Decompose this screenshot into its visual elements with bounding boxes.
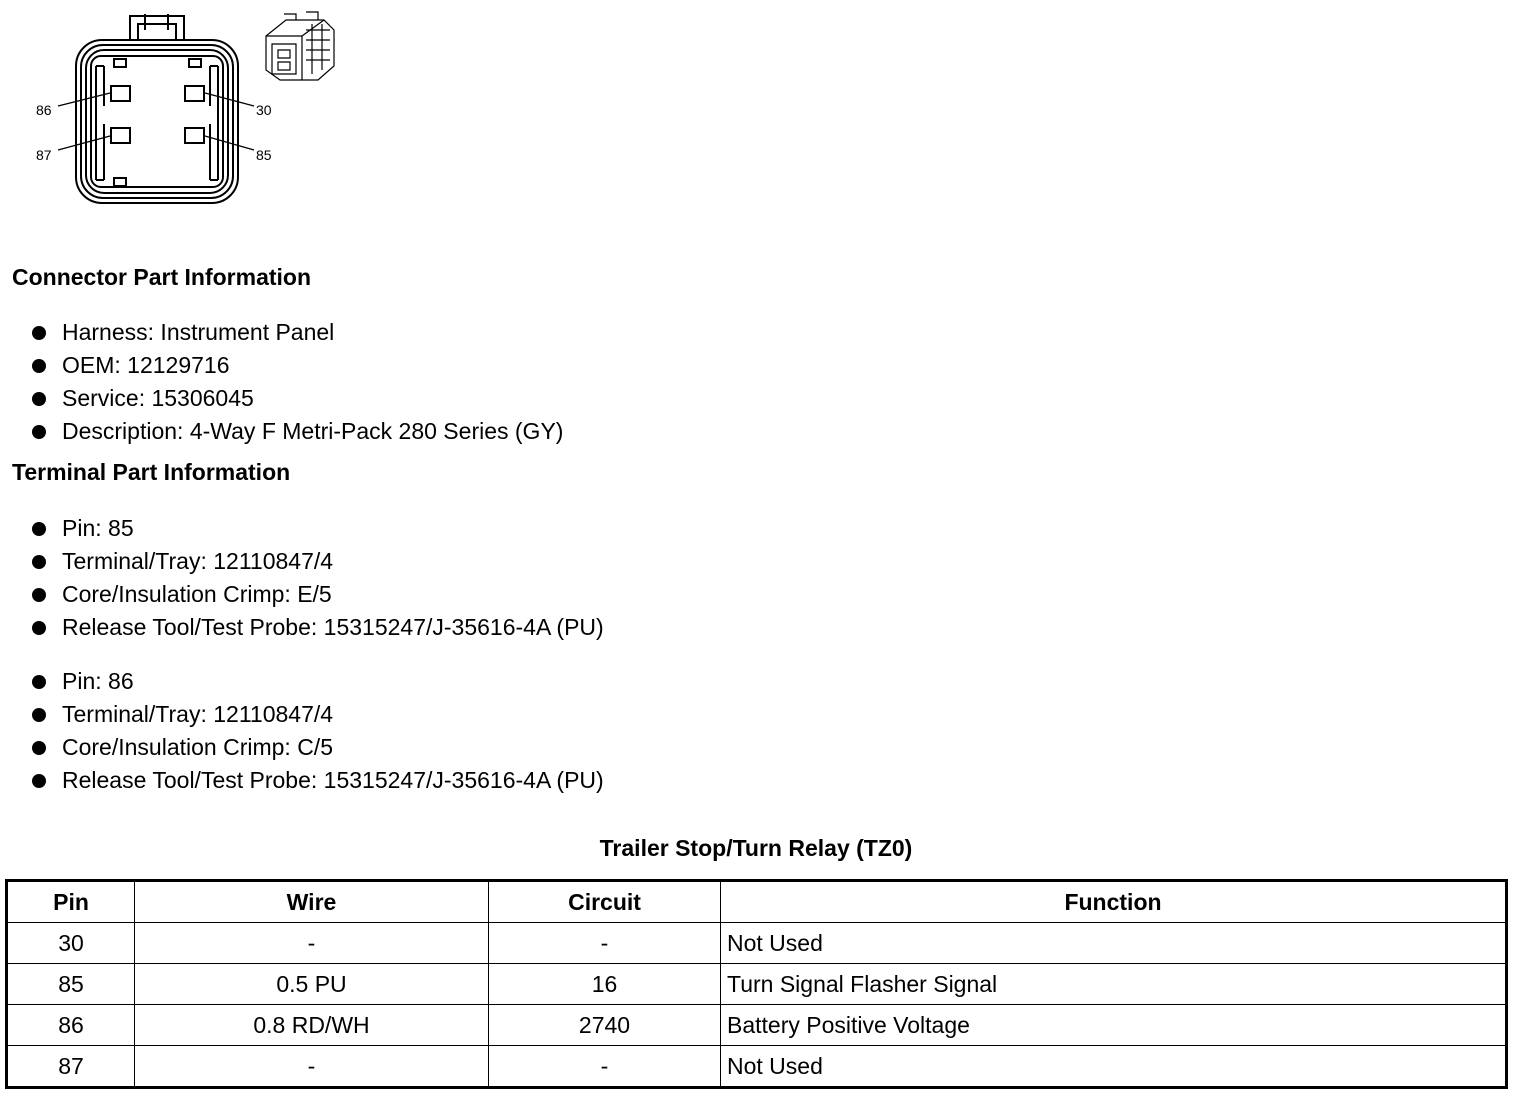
- cell-function: Not Used: [721, 1046, 1507, 1088]
- bullet-icon: [32, 425, 46, 439]
- terminal-group-pin-85: [12, 512, 604, 644]
- connector-info-list: [12, 316, 563, 448]
- connector-housing-outer: [76, 40, 238, 203]
- cavity-86: [111, 86, 130, 101]
- cell-circuit: 2740: [489, 1005, 721, 1046]
- list-item: Pin: 85: [12, 512, 604, 545]
- connector-info-heading: Connector Part Information: [12, 264, 312, 290]
- table-row: [7, 964, 1507, 1005]
- cell-circuit: 16: [489, 964, 721, 1005]
- list-item: Release Tool/Test Probe: 15315247/J-35616-4A (PU): [12, 611, 604, 644]
- list-item: Terminal/Tray: 12110847/4: [12, 545, 604, 578]
- column-header-circuit: Circuit: [489, 881, 721, 923]
- table-row: [7, 1046, 1507, 1088]
- cavity-87: [111, 128, 130, 143]
- column-header-pin: Pin: [7, 881, 135, 923]
- bullet-icon: [32, 708, 46, 722]
- connector-iso-icon: [266, 12, 334, 80]
- bullet-icon: [32, 741, 46, 755]
- connector-cavity: [91, 56, 223, 187]
- list-item: Terminal/Tray: 12110847/4: [12, 698, 604, 731]
- cavity-30: [185, 86, 204, 101]
- bullet-icon: [32, 392, 46, 406]
- cell-pin: 85: [7, 964, 135, 1005]
- bullet-icon: [32, 621, 46, 635]
- cavity-85: [185, 128, 204, 143]
- table-row: [7, 923, 1507, 964]
- bullet-icon: [32, 675, 46, 689]
- cell-pin: 30: [7, 923, 135, 964]
- cell-pin: 86: [7, 1005, 135, 1046]
- cell-wire: 0.8 RD/WH: [135, 1005, 489, 1046]
- pin-label-30: 30: [256, 102, 272, 118]
- column-header-function: Function: [721, 881, 1507, 923]
- pin-label-85: 85: [256, 147, 272, 163]
- terminal-info-heading: Terminal Part Information: [12, 459, 291, 485]
- bullet-icon: [32, 588, 46, 602]
- list-item: Service: 15306045: [12, 382, 563, 415]
- cell-function: Turn Signal Flasher Signal: [721, 964, 1507, 1005]
- cell-function: Battery Positive Voltage: [721, 1005, 1507, 1046]
- cell-function: Not Used: [721, 923, 1507, 964]
- cell-circuit: -: [489, 1046, 721, 1088]
- list-item: Core/Insulation Crimp: E/5: [12, 578, 604, 611]
- list-item: OEM: 12129716: [12, 349, 563, 382]
- pinout-table: [5, 879, 1508, 1089]
- column-header-wire: Wire: [135, 881, 489, 923]
- list-item: Description: 4-Way F Metri-Pack 280 Series (GY): [12, 415, 563, 448]
- list-item: Core/Insulation Crimp: C/5: [12, 731, 604, 764]
- pin-label-86: 86: [36, 102, 52, 118]
- list-item: Harness: Instrument Panel: [12, 316, 563, 349]
- pin-label-87: 87: [36, 147, 52, 163]
- cell-pin: 87: [7, 1046, 135, 1088]
- bullet-icon: [32, 326, 46, 340]
- connector-diagram: [0, 0, 360, 220]
- table-header-row: [7, 881, 1507, 923]
- cell-wire: -: [135, 923, 489, 964]
- bullet-icon: [32, 774, 46, 788]
- list-item: Pin: 86: [12, 665, 604, 698]
- bullet-icon: [32, 359, 46, 373]
- cell-wire: 0.5 PU: [135, 964, 489, 1005]
- list-item: Release Tool/Test Probe: 15315247/J-35616-4A (PU): [12, 764, 604, 797]
- terminal-group-pin-86: [12, 665, 604, 797]
- bullet-icon: [32, 522, 46, 536]
- cell-wire: -: [135, 1046, 489, 1088]
- table-row: [7, 1005, 1507, 1046]
- bullet-icon: [32, 555, 46, 569]
- cell-circuit: -: [489, 923, 721, 964]
- table-title: Trailer Stop/Turn Relay (TZ0): [599, 835, 913, 861]
